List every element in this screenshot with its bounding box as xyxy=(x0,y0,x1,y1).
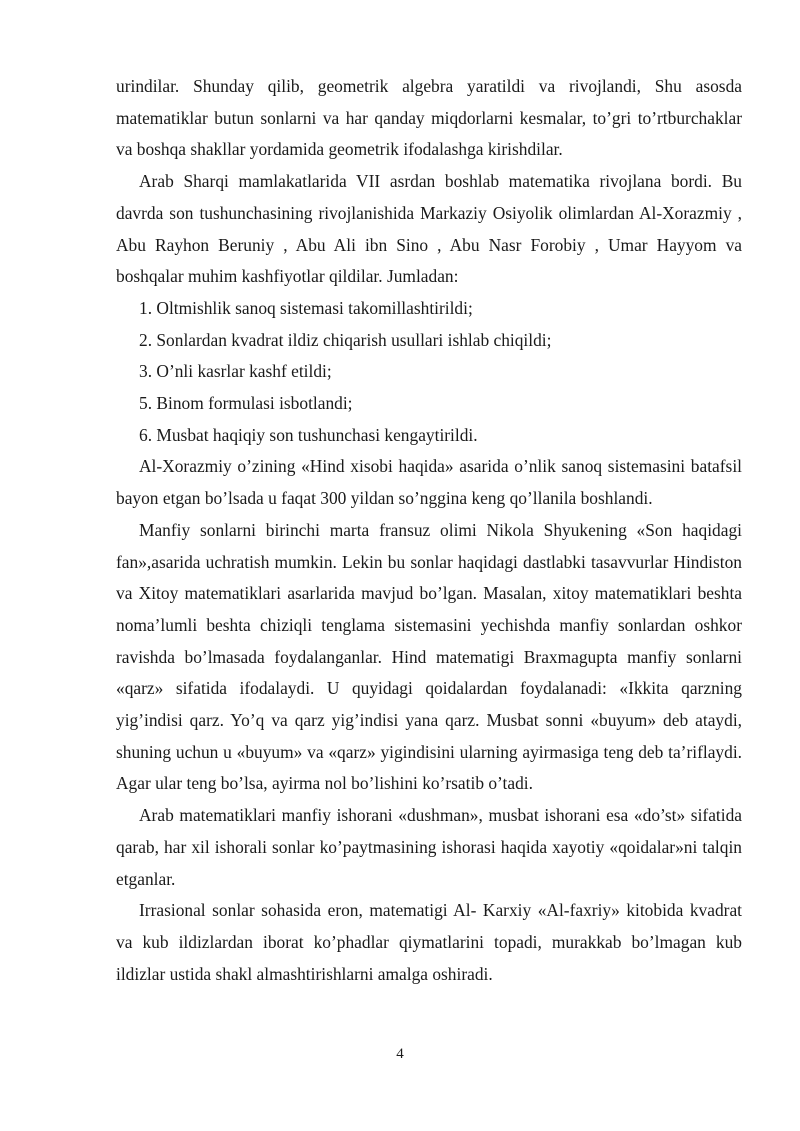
paragraph-arab-east: Arab Sharqi mamlakatlarida VII asrdan boshlab matematika rivojlana bordi. Bu davrda son tushunchasining rivojlanishida Markaziy Osiyolik olimlardan Al-Xorazmiy , Abu Rayhon Beruniy , Abu Ali ibn Sino , Abu Nasr Forobiy , Umar Hayyom va boshqalar muhim kashfiyotlar qildilar. Jumladan: xyxy=(116,171,742,287)
list-item-3: 3. O’nli kasrlar kashf etildi; xyxy=(139,361,332,382)
body-text xyxy=(116,71,742,990)
list-item-6: 6. Musbat haqiqiy son tushunchasi kengaytirildi. xyxy=(139,424,478,445)
paragraph-continuation: urindilar. Shunday qilib, geometrik algebra yaratildi va rivojlandi, Shu asosda matematiklar butun sonlarni va har qanday miqdorlarni kesmalar, to’gri to’rtburchaklar va boshqa shakllar yordamida geometrik ifodalashga kirishdilar. xyxy=(116,76,742,160)
paragraph-al-xorazmiy: Al-Xorazmiy o’zining «Hind xisobi haqida» asarida o’nlik sanoq sistemasini batafsil bayon etgan bo’lsada u faqat 300 yildan so’nggina keng qo’llanila boshlandi. xyxy=(116,456,742,509)
list-item-2: 2. Sonlardan kvadrat ildiz chiqarish usullari ishlab chiqildi; xyxy=(139,329,552,350)
paragraph-negative-numbers: Manfiy sonlarni birinchi marta fransuz olimi Nikola Shyukening «Son haqidagi fan»,asarida uchratish mumkin. Lekin bu sonlar haqidagi dastlabki tasavvurlar Hindiston va Xitoy matematiklari asarlarida mavjud bo’lgan. Masalan, xitoy matematiklari beshta noma’lumli beshta chiziqli tenglama sistemasini yechishda manfiy sonlardan oshkor ravishda bo’lmasada foydalanganlar. Hind matematigi Braxmagupta manfiy sonlarni «qarz» sifatida ifodalaydi. U quyidagi qoidalardan foydalanadi: «Ikkita qarzning yig’indisi qarz. Yo’q va qarz yig’indisi yana qarz. Musbat sonni «buyum» deb ataydi, shuning uchun u «buyum» va «qarz» yigindisini ularning ayirmasiga teng deb ta’riflaydi. Agar ular teng bo’lsa, ayirma nol bo’lishini ko’rsatib o’tadi. xyxy=(116,519,742,794)
paragraph-irrational: Irrasional sonlar sohasida eron, matematigi Al- Karxiy «Al-faxriy» kitobida kvadrat va kub ildizlardan iborat ko’phadlar qiymatlarini topadi, murakkab bo’lmagan kub ildizlar ustida shakl almashtirishlarni amalga oshiradi. xyxy=(116,900,742,984)
list-item-5: 5. Binom formulasi isbotlandi; xyxy=(139,393,353,414)
page-number: 4 xyxy=(396,1046,404,1062)
list-item-1: 1. Oltmishlik sanoq sistemasi takomillashtirildi; xyxy=(139,297,473,318)
paragraph-arab-signs: Arab matematiklari manfiy ishorani «dushman», musbat ishorani esa «do’st» sifatida qarab, har xil ishorali sonlar ko’paytmasining ishorasi haqida xayotiy «qoidalar»ni talqin etganlar. xyxy=(116,805,742,889)
